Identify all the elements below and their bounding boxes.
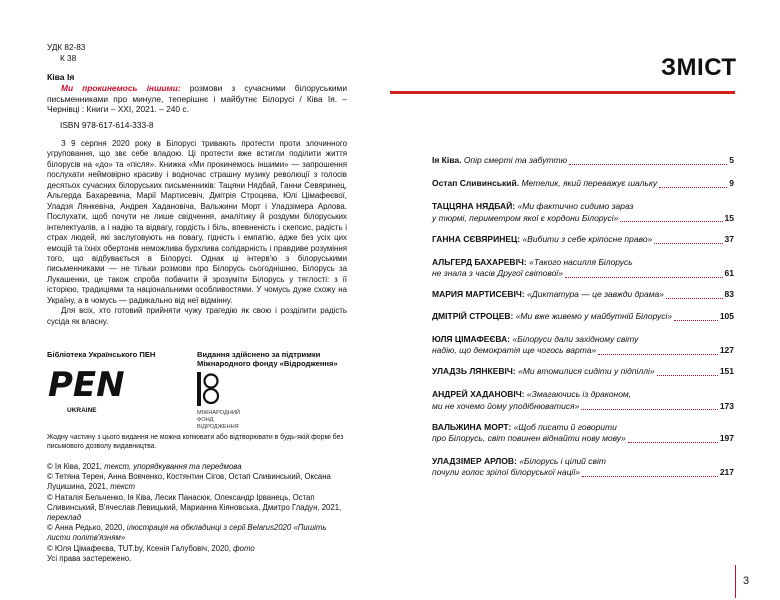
right-page <box>390 0 780 600</box>
toc-leader-dots <box>654 243 722 244</box>
copyright-line: © Юля Цімафеєва, TUT.by, Ксенія Галубовіч, 2020, фото <box>47 543 255 553</box>
toc-page-number: 151 <box>719 366 734 377</box>
folio-rule <box>735 565 736 598</box>
toc-title: Опір смерті та забуттю <box>463 155 567 165</box>
toc-entry-line <box>432 334 734 345</box>
pen-logo-subtitle: UKRAINE <box>67 407 97 414</box>
copyright-line: © Наталія Бельченко, Ія Ківа, Лесик Панасюк, Олександр Ірванець, Остап Сливинський, В'ячеслав Левицький, Марианна Кіяновська, Дмитро Гладун, 2021, переклад <box>47 492 342 523</box>
isbn: ISBN 978-617-614-333-8 <box>60 120 154 130</box>
support-line: Видання здійснено за підтримки <box>197 350 321 359</box>
toc-title: у тюрмі, периметром якої є кордони Білорусі» <box>432 212 619 223</box>
toc-title: надію, що демократія ще чогось варта» <box>432 344 597 355</box>
annotation-paragraph: З 9 серпня 2020 року в Білорусі тривають протести проти злочинного угруповання, що звє себе владою. Ці протести вже встигли поділити життя білорусів на «до» та «після». Книжка «Ми прокинемось іншими» — запрошення послухати неймовірно красиву і водночас страшну музику революції з голосів десятьох сучасних білоруських письменників: Тацяни Нядбай, Ганни Севяринец, Альгерда Бахаревича, Марії Мартисевіч, Дмітрія Строцева, Юлі Цімафеєвої, Уладзя Лянкевіча, Андрея Хадановіча, Вальжини Морт і Уладзімера Арлова. Послухати, щоб почути не лише свідчення, аналітику й роздуми білоруських інтелектуалів, а і надію та відвагу, гордість і біль, впевненість і скепсис, радість і страх людей, які заслуговують на повагу, гідність і емпатію, адже без усіх цих емоцій та їхніх обертонів неможлива бурхлива солідарність і правдиве розуміння того, що відбувається в Білорусі. Однак ці інтерв'ю з білоруськими письменниками — не тільки розмови про Білорусь сьогоднішню, Білорусь за Лукашенки, це також спроба побачити й зрозуміти Білорусь у тяглості: з її історією, традиціями та національними особливостями. У чомусь дуже схожу на Україну, а в чомусь — радикально від неї відмінну. <box>47 139 347 305</box>
toc-entry[interactable] <box>432 178 734 189</box>
copyright-line: © Анна Редько, 2020, ілюстрація на обкладинці з серії Belarus2020 «Пишіть листи політв'язням» <box>47 523 327 543</box>
toc-title: «Такого насилля Білорусь <box>529 257 633 267</box>
toc-page-number: 197 <box>719 432 734 443</box>
toc-title: Метелик, який переважує шальку <box>521 178 658 189</box>
support-line: Міжнародного фонду «Відродження» <box>197 359 338 369</box>
udk-author-mark: К 38 <box>60 54 77 63</box>
toc-author: Ія Ківа. <box>432 155 462 165</box>
toc-leader-dots <box>565 277 723 278</box>
toc-title: «Ми вже живемо у майбутній Білорусі» <box>515 310 673 321</box>
toc-entry[interactable] <box>432 366 734 377</box>
copyright-list <box>47 462 347 564</box>
toc-leader-dots <box>582 476 718 477</box>
toc-title: почули голос зрілої білоруської нації» <box>432 467 580 478</box>
toc-page-number: 127 <box>719 344 734 355</box>
toc-author: ГАННА СЄВЯРИНЕЦ: <box>432 233 521 244</box>
toc-leader-dots <box>659 187 727 188</box>
toc-author: АНДРЕЙ ХАДАНОВІЧ: <box>432 389 525 400</box>
pen-ukraine-logo <box>47 362 125 418</box>
toc-page-number: 9 <box>729 178 734 189</box>
toc-title: про Білорусь, світ повинен віднайти нову мову» <box>432 432 626 443</box>
udk-block <box>47 42 85 64</box>
toc-page-number: 83 <box>724 289 734 300</box>
toc-title: «Щоб писати й говорити <box>513 421 617 432</box>
toc-leader-dots <box>628 442 718 443</box>
udk-code: УДК 82-83 <box>47 43 86 52</box>
annotation <box>47 139 347 327</box>
toc-entry[interactable] <box>432 422 734 444</box>
toc-entry-line <box>432 257 734 268</box>
toc-author: Остап Сливинський. <box>432 178 520 189</box>
toc-entry[interactable] <box>432 257 734 279</box>
toc-entry-line <box>432 201 734 212</box>
copyright-line: Усі права застережено. <box>47 553 132 563</box>
annotation-paragraph: Для всіх, хто готовий прийняти чужу трагедію як свою і розділити радість сусіда як власну. <box>47 306 347 326</box>
toc-title: «Білоруси дали західному світу <box>512 333 639 344</box>
foundation-name-line: ФОНД <box>197 417 214 423</box>
toc-entry-line <box>432 422 734 433</box>
toc-entry[interactable] <box>432 201 734 223</box>
toc-entry[interactable] <box>432 311 734 322</box>
toc-title: «Диктатура — це завжди драма» <box>527 289 664 300</box>
toc-page-number: 37 <box>724 233 734 244</box>
toc-author: ДМІТРІЙ СТРОЦЕВ: <box>432 310 514 321</box>
toc-leader-dots <box>569 164 727 165</box>
rights-notice: Жодну частину з цього видання не можна копіювати або відтворювати в будь-якій формі без письмового дозволу видавництва. <box>47 434 344 450</box>
toc-page-number: 61 <box>724 268 734 279</box>
toc-author: ЮЛЯ ЦІМАФЕЄВА: <box>432 333 511 344</box>
toc-author: ВАЛЬЖИНА МОРТ: <box>432 421 512 432</box>
toc-leader-dots <box>598 354 718 355</box>
toc-author: ТАЦЦЯНА НЯДБАЙ: <box>432 201 516 212</box>
toc-page-number: 15 <box>724 212 734 223</box>
copyright-line: © Тетяна Терен, Анна Вовченко, Костянтин Сігов, Остап Сливинський, Оксана Луцишина, 2021, текст <box>47 472 331 492</box>
toc-title: «Білорусь і цілий світ <box>519 456 606 467</box>
toc-author: АЛЬГЕРД БАХАРЕВІЧ: <box>432 257 527 267</box>
toc-leader-dots <box>581 409 717 410</box>
toc-author: УЛАДЗЬ ЛЯНКЕВІЧ: <box>432 366 516 377</box>
contents-title: ЗМІСТ <box>661 54 737 81</box>
support-label <box>197 350 338 369</box>
toc-entry[interactable] <box>432 234 734 245</box>
toc-title: ми не хочемо йому уподібнюватися» <box>432 400 580 411</box>
toc-entry-line <box>432 456 734 467</box>
pen-library-label: Бібліотека Українського ПЕН <box>47 350 156 359</box>
toc-page-number: 5 <box>729 154 734 165</box>
toc-title: «Змагаючись із драконом, <box>526 389 632 400</box>
pen-logo-text: PEN <box>48 365 125 405</box>
toc-entry-line <box>432 389 734 400</box>
toc-page-number: 217 <box>719 467 734 478</box>
copyright-line: © Ія Ківа, 2021, текст, упорядкування та передмова <box>47 462 242 471</box>
title-underline <box>390 91 735 94</box>
toc-title: «Вибити з себе кріпосне право» <box>522 233 653 244</box>
page-number: 3 <box>743 575 750 587</box>
renaissance-foundation-logo <box>197 372 219 406</box>
toc-leader-dots <box>657 375 718 376</box>
bibliographic-author: Ківа Ія <box>47 72 75 82</box>
foundation-name <box>197 410 240 431</box>
toc-title: «Ми втомилися сидіти у підпіллі» <box>518 366 655 377</box>
book-title: Ми прокинемось іншими: <box>61 83 181 93</box>
bibliographic-details: розмови з сучасними білоруськими письменниками про минуле, теперішнє і майбутнє Білорусі / Ківа Ія. – Чернівці : Книги – ХХІ, 2021. – 240 с. <box>47 83 347 115</box>
toc-leader-dots <box>674 320 718 321</box>
toc-author: УЛАДЗІМЕР АРЛОВ: <box>432 456 517 467</box>
foundation-name-line: ВІДРОДЖЕННЯ <box>197 424 239 430</box>
toc-author: МАРИЯ МАРТИСЕВІЧ: <box>432 289 525 300</box>
toc-title: «Ми фактично сидимо зараз <box>517 201 634 212</box>
toc-page-number: 105 <box>719 310 734 321</box>
toc-entry[interactable] <box>432 389 734 411</box>
toc-leader-dots <box>620 221 722 222</box>
toc-title: не знала з часів Другої світової» <box>432 268 563 279</box>
toc-leader-dots <box>666 298 723 299</box>
toc-page-number: 173 <box>719 400 734 411</box>
foundation-name-line: МІЖНАРОДНИЙ <box>197 410 240 416</box>
toc-entry[interactable] <box>432 155 734 166</box>
toc-entry[interactable] <box>432 289 734 300</box>
toc-entry[interactable] <box>432 456 734 478</box>
bibliographic-description <box>47 83 347 115</box>
toc-entry[interactable] <box>432 334 734 356</box>
